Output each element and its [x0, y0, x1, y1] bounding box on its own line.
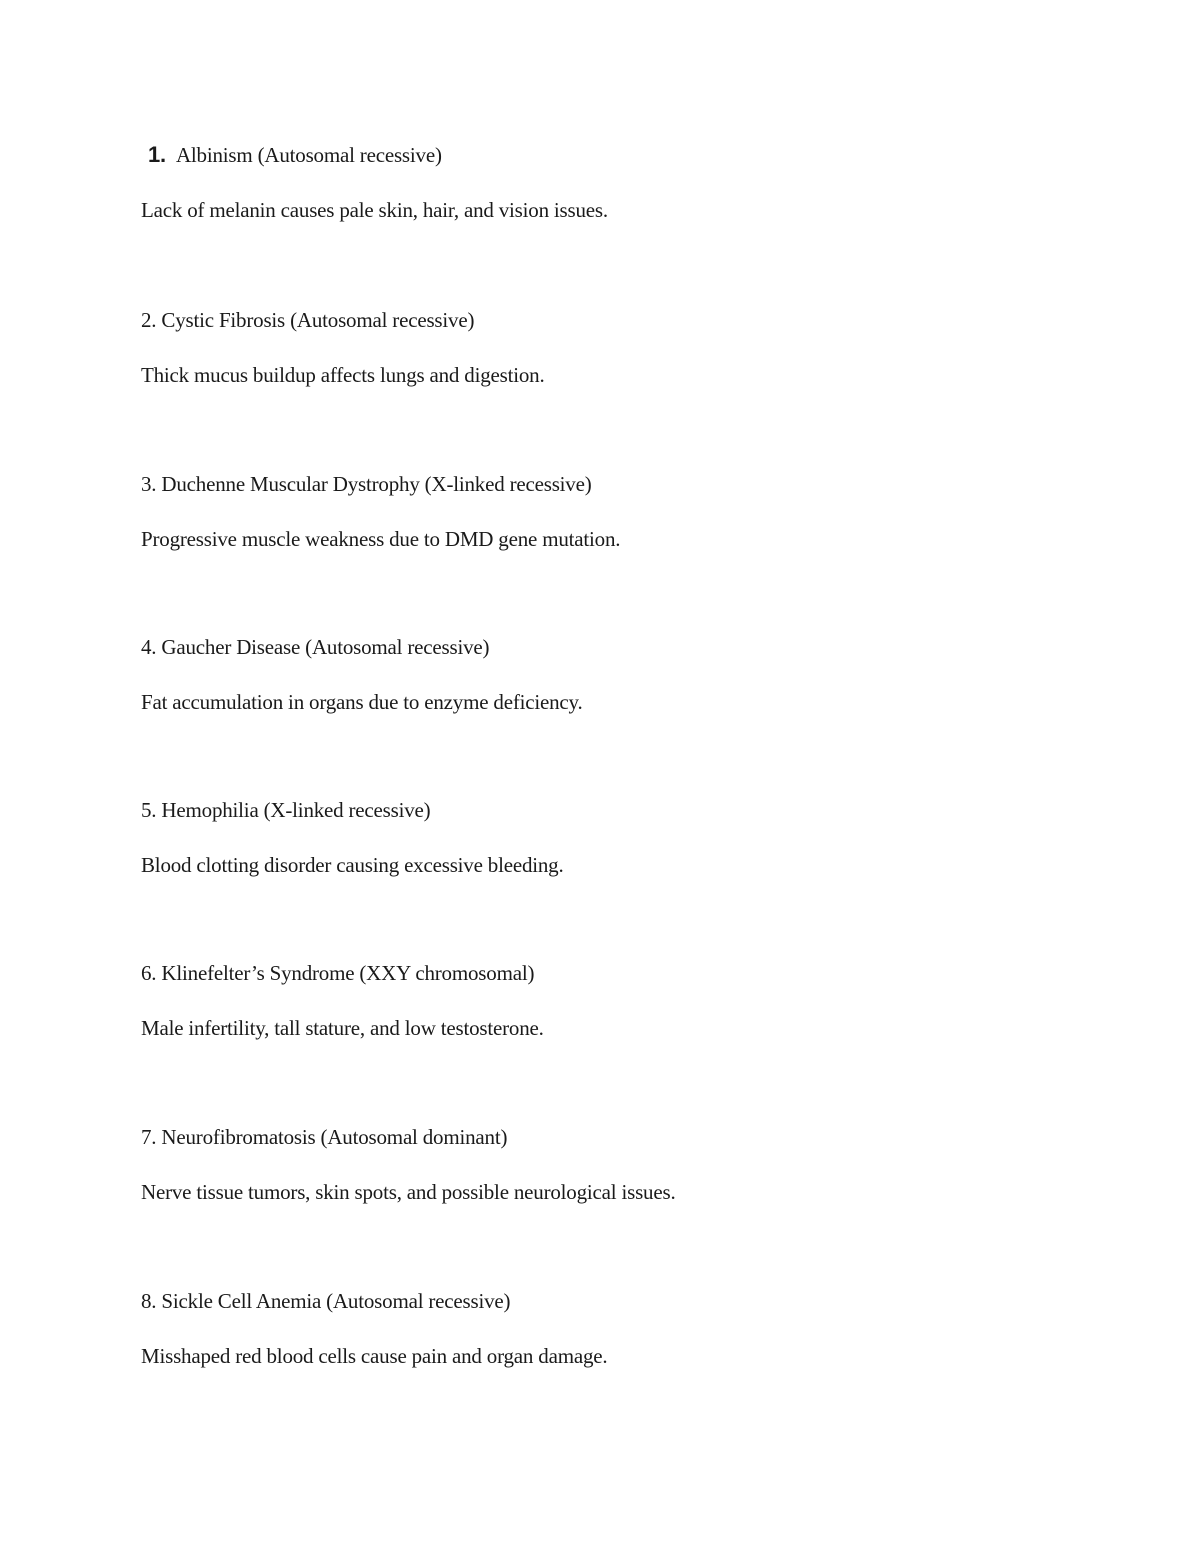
entry-description: Misshaped red blood cells cause pain and organ damage. [141, 1344, 608, 1368]
entry-description: Lack of melanin causes pale skin, hair, and vision issues. [141, 198, 608, 222]
entry-title [141, 307, 1101, 333]
entry-name: Gaucher Disease (Autosomal recessive) [161, 635, 490, 659]
entry-title [141, 797, 1101, 823]
list-item [141, 634, 1101, 715]
entry-description: Progressive muscle weakness due to DMD gene mutation. [141, 527, 621, 551]
list-item [141, 797, 1101, 878]
entry-number: 4. [141, 635, 157, 659]
entry-number: 6. [141, 961, 157, 985]
list-item [141, 1288, 1101, 1369]
entry-description: Nerve tissue tumors, skin spots, and possible neurological issues. [141, 1180, 676, 1204]
entry-description: Thick mucus buildup affects lungs and digestion. [141, 363, 545, 387]
entry-description: Blood clotting disorder causing excessive bleeding. [141, 853, 564, 877]
entry-name: Albinism (Autosomal recessive) [175, 143, 442, 167]
entry-name: Neurofibromatosis (Autosomal dominant) [161, 1125, 508, 1149]
list-item [141, 1124, 1101, 1205]
list-item [141, 471, 1101, 552]
entry-number: 2. [141, 308, 157, 332]
entry-title [141, 960, 1101, 986]
entry-name: Hemophilia (X-linked recessive) [161, 798, 431, 822]
entry-title [141, 142, 1101, 168]
entry-title [141, 471, 1101, 497]
entry-name: Sickle Cell Anemia (Autosomal recessive) [161, 1289, 511, 1313]
entry-number: 1. [148, 142, 166, 167]
entry-number: 7. [141, 1125, 157, 1149]
entry-name: Cystic Fibrosis (Autosomal recessive) [161, 308, 475, 332]
list-item [141, 307, 1101, 388]
entry-title [141, 1288, 1101, 1314]
entry-description: Fat accumulation in organs due to enzyme deficiency. [141, 690, 583, 714]
entry-name: Klinefelter’s Syndrome (XXY chromosomal) [161, 961, 535, 985]
entry-number: 3. [141, 472, 157, 496]
entry-number: 8. [141, 1289, 157, 1313]
list-item [141, 142, 1101, 223]
entry-description: Male infertility, tall stature, and low testosterone. [141, 1016, 544, 1040]
list-item [141, 960, 1101, 1041]
entry-title [141, 1124, 1101, 1150]
entry-number: 5. [141, 798, 157, 822]
entry-title [141, 634, 1101, 660]
entry-name: Duchenne Muscular Dystrophy (X-linked recessive) [161, 472, 592, 496]
